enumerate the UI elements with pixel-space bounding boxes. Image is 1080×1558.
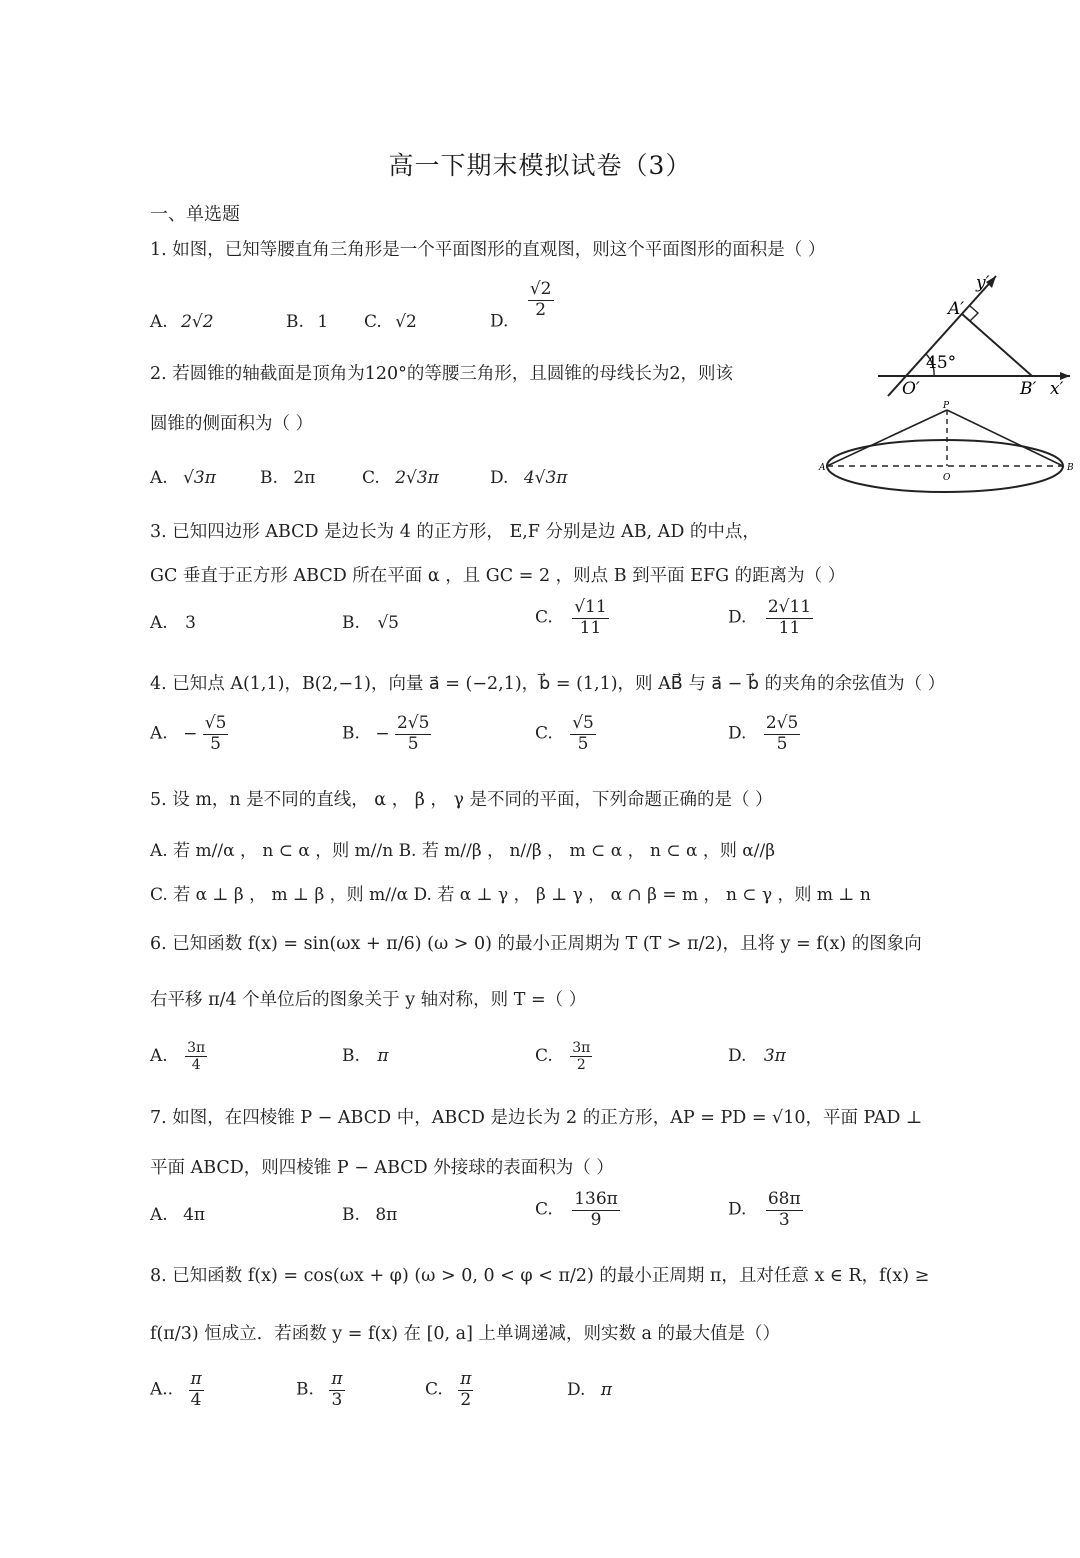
- q1-option-a[interactable]: [150, 312, 214, 332]
- q6-option-b[interactable]: [342, 1046, 389, 1066]
- q1-option-d[interactable]: [490, 280, 554, 332]
- label-b: B: [1067, 463, 1074, 473]
- option-value: √3π: [183, 468, 216, 488]
- q8-option-a[interactable]: [150, 1370, 204, 1410]
- question-1-stem: 1. 如图，已知等腰直角三角形是一个平面图形的直观图，则这个平面图形的面积是（ ）: [150, 240, 826, 260]
- fraction-numerator: √5: [204, 713, 227, 733]
- q2-option-c[interactable]: [362, 468, 439, 488]
- q1-option-b[interactable]: [286, 312, 328, 332]
- question-3-stem-line1: 3. 已知四边形 ABCD 是边长为 4 的正方形， E,F 分别是边 AB, AD 的中点，: [150, 522, 760, 542]
- fraction-denominator: 5: [407, 733, 419, 754]
- q7-option-c[interactable]: [535, 1190, 620, 1230]
- label-angle: 45°: [926, 353, 957, 373]
- question-5-stem: 5. 设 m，n 是不同的直线， α ， β ， γ 是不同的平面，下列命题正确的是（ ）: [150, 790, 773, 810]
- fraction-denominator: 4: [191, 1057, 201, 1074]
- fraction-numerator: 3π: [187, 1040, 206, 1056]
- q3-option-a[interactable]: [150, 613, 196, 633]
- fraction-numerator: √2: [529, 279, 552, 299]
- option-label: C.: [535, 1199, 553, 1220]
- option-value: 4√3π: [523, 468, 568, 488]
- fraction-denominator: 5: [776, 733, 788, 754]
- label-o-prime: O′: [902, 379, 920, 399]
- option-label: D.: [728, 1199, 747, 1220]
- q3-option-d[interactable]: [728, 598, 813, 638]
- option-value: 3: [185, 613, 196, 633]
- label-b-prime: B′: [1020, 379, 1037, 399]
- q2-option-d[interactable]: [490, 468, 567, 488]
- option-sign: −: [375, 723, 390, 744]
- fraction-denominator: 5: [210, 733, 221, 754]
- option-label: D.: [490, 468, 509, 488]
- q4-option-d[interactable]: [728, 714, 800, 754]
- question-6-stem-line2: 右平移 π/4 个单位后的图象关于 y 轴对称，则 T =（ ）: [150, 990, 587, 1010]
- cone-generatrix-left: [827, 410, 947, 466]
- q4-option-b[interactable]: [342, 714, 431, 754]
- question-2-stem-line1: 2. 若圆锥的轴截面是顶角为120°的等腰三角形，且圆锥的母线长为2，则该: [150, 364, 734, 384]
- option-value: 3π: [763, 1046, 786, 1066]
- fraction-denominator: 11: [579, 617, 602, 638]
- figure-oblique-triangle: [870, 268, 1075, 403]
- section-heading: 一、单选题: [150, 204, 240, 225]
- option-label: B.: [296, 1379, 314, 1400]
- q8-option-b[interactable]: [296, 1370, 345, 1410]
- label-a: A: [819, 463, 826, 473]
- q3-option-b[interactable]: [342, 613, 399, 633]
- option-label: B.: [286, 312, 304, 332]
- option-label: C.: [364, 312, 382, 332]
- question-3-stem-line2: GC 垂直于正方形 ABCD 所在平面 α ，且 GC = 2 ，则点 B 到平面 EFG 的距离为（ ）: [150, 566, 846, 586]
- option-label: A..: [150, 1379, 174, 1400]
- q7-option-d[interactable]: [728, 1190, 803, 1230]
- question-8-stem-line2: f(π/3) 恒成立．若函数 y = f(x) 在 [0, a] 上单调递减，则实数 a 的最大值是（）: [150, 1324, 781, 1344]
- triangle-side: [962, 314, 1032, 376]
- option-value: π: [600, 1380, 613, 1400]
- option-label: C.: [425, 1379, 443, 1400]
- q8-option-c[interactable]: [425, 1370, 473, 1410]
- fraction-numerator: 68π: [767, 1189, 801, 1209]
- option-label: D.: [728, 607, 747, 628]
- fraction-numerator: π: [331, 1369, 343, 1389]
- option-value: 2π: [293, 468, 316, 488]
- option-value: π: [377, 1046, 389, 1066]
- option-label: A.: [150, 1205, 168, 1225]
- q7-option-a[interactable]: [150, 1205, 205, 1225]
- fraction-numerator: 2√5: [765, 713, 799, 733]
- question-2-stem-line2: 圆锥的侧面积为（ ）: [150, 414, 314, 434]
- q8-option-d[interactable]: [567, 1380, 612, 1400]
- option-label: D.: [728, 723, 747, 744]
- option-sign: −: [183, 723, 198, 744]
- fraction-denominator: 2: [535, 299, 547, 320]
- y-axis: [888, 276, 996, 396]
- q2-option-a[interactable]: [150, 468, 216, 488]
- q4-option-a[interactable]: [150, 714, 228, 754]
- fraction-numerator: √11: [574, 597, 607, 617]
- cone-generatrix-right: [947, 410, 1063, 466]
- q5-options-line1[interactable]: A. 若 m//α ， n ⊂ α ，则 m//n B. 若 m//β ， n//β ， m ⊂ α ， n ⊂ α ，则 α//β: [150, 841, 776, 861]
- option-label: A.: [150, 468, 168, 488]
- option-label: D.: [567, 1380, 586, 1400]
- option-label: A.: [150, 1046, 168, 1067]
- fraction-numerator: 3π: [572, 1040, 591, 1056]
- q3-option-c[interactable]: [535, 598, 609, 638]
- fraction-numerator: π: [190, 1369, 202, 1389]
- fraction-denominator: 9: [590, 1209, 602, 1230]
- right-angle-mark: [970, 306, 978, 321]
- fraction-numerator: 2√11: [767, 597, 812, 617]
- q4-option-c[interactable]: [535, 714, 596, 754]
- option-label: A.: [150, 312, 168, 332]
- fraction-numerator: √5: [572, 713, 594, 733]
- fraction-denominator: 2: [576, 1057, 586, 1074]
- fraction-denominator: 11: [778, 617, 801, 638]
- cone-base-hidden: [827, 440, 1063, 466]
- option-label: C.: [362, 468, 380, 488]
- option-label: C.: [535, 607, 553, 628]
- option-label: B.: [342, 723, 360, 744]
- option-value: 2√2: [181, 312, 214, 332]
- option-value: 2√3π: [395, 468, 439, 488]
- label-y-prime: y′: [976, 273, 990, 293]
- fraction-numerator: 2√5: [396, 713, 430, 733]
- q2-option-b[interactable]: [260, 468, 315, 488]
- fraction-denominator: 5: [577, 733, 589, 754]
- option-label: A.: [150, 613, 168, 633]
- fraction-denominator: 3: [331, 1389, 343, 1410]
- q6-option-c[interactable]: [535, 1040, 592, 1073]
- option-label: C.: [535, 723, 553, 744]
- option-label: B.: [342, 613, 360, 633]
- option-value: 1: [317, 312, 329, 332]
- label-a-prime: A′: [948, 299, 965, 319]
- fraction-numerator: π: [460, 1369, 472, 1389]
- q1-option-c[interactable]: [364, 312, 417, 332]
- question-8-stem-line1: 8. 已知函数 f(x) = cos(ωx + φ) (ω > 0, 0 < φ < π/2) 的最小正周期 π，且对任意 x ∈ R，f(x) ≥: [150, 1266, 930, 1286]
- fraction-denominator: 4: [190, 1389, 202, 1410]
- q6-option-d[interactable]: [728, 1046, 786, 1066]
- page-title: 高一下期末模拟试卷（3）: [388, 151, 692, 180]
- option-label: C.: [535, 1046, 553, 1067]
- question-7-stem-line2: 平面 ABCD，则四棱锥 P − ABCD 外接球的表面积为（ ）: [150, 1158, 614, 1178]
- option-value: √2: [395, 312, 417, 332]
- q6-option-a[interactable]: [150, 1040, 207, 1073]
- q7-option-b[interactable]: [342, 1205, 397, 1225]
- figure-cone: [815, 400, 1080, 515]
- option-value: √5: [377, 613, 399, 633]
- label-x-prime: x′: [1050, 379, 1064, 399]
- option-label: B.: [342, 1046, 360, 1066]
- fraction-denominator: 3: [778, 1209, 790, 1230]
- question-7-stem-line1: 7. 如图，在四棱锥 P − ABCD 中，ABCD 是边长为 2 的正方形，AP = PD = √10，平面 PAD ⊥: [150, 1108, 923, 1128]
- label-p: P: [943, 401, 950, 411]
- option-label: B.: [342, 1205, 360, 1225]
- option-label: B.: [260, 468, 278, 488]
- fraction-denominator: 2: [460, 1389, 472, 1410]
- fraction-numerator: 136π: [574, 1189, 618, 1209]
- option-label: D.: [728, 1046, 747, 1066]
- q5-options-line2[interactable]: C. 若 α ⊥ β ， m ⊥ β ，则 m//α D. 若 α ⊥ γ ， β ⊥ γ ， α ∩ β = m ， n ⊂ γ ，则 m ⊥ n: [150, 885, 871, 905]
- option-value: 4π: [183, 1205, 206, 1225]
- question-4-stem: 4. 已知点 A(1,1)，B(2,−1)，向量 a⃗ = (−2,1)，b⃗ = (1,1)，则 AB⃗ 与 a⃗ − b⃗ 的夹角的余弦值为（ ）: [150, 674, 946, 694]
- label-o: O: [943, 473, 951, 483]
- option-label: D.: [490, 311, 509, 332]
- question-6-stem-line1: 6. 已知函数 f(x) = sin(ωx + π/6) (ω > 0) 的最小正周期为 T (T > π/2)，且将 y = f(x) 的图象向: [150, 934, 922, 954]
- option-label: A.: [150, 723, 168, 744]
- option-value: 8π: [375, 1205, 398, 1225]
